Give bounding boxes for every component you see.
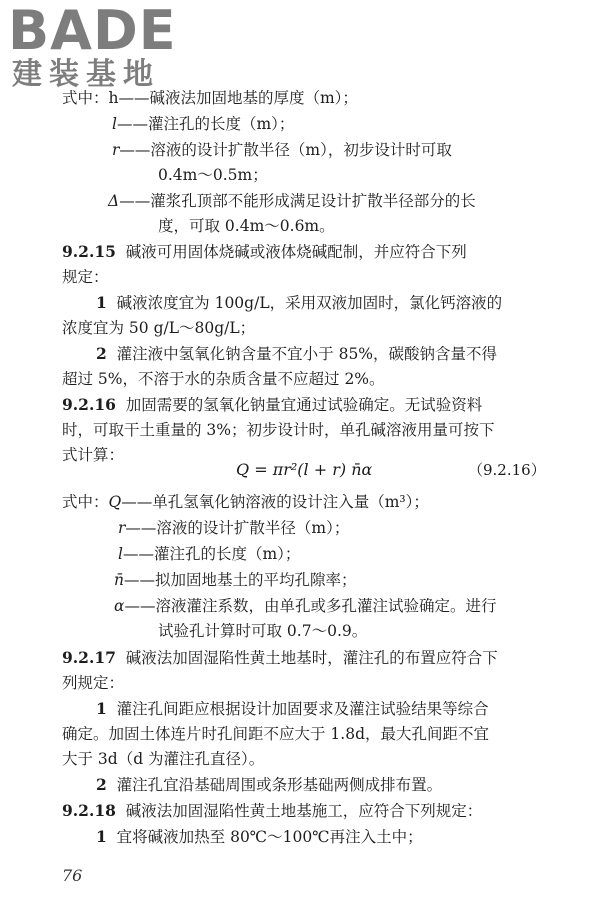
item-text: 灌注孔宜沿基础周围或条形基础两侧成排布置。 bbox=[116, 776, 443, 794]
logo-subtitle: 建装基地 bbox=[12, 57, 160, 92]
text-line: 式中：h——碱液法加固地基的厚度（m）； bbox=[62, 89, 358, 107]
definition-text: ——溶液灌注系数，由单孔或多孔灌注试验确定。进行 bbox=[124, 597, 497, 615]
definition-line bbox=[114, 594, 496, 618]
clause-number: 9.2.15 bbox=[62, 242, 116, 261]
item-number: 1 bbox=[96, 699, 107, 718]
item-number: 2 bbox=[96, 344, 107, 363]
item-text: 灌注液中氢氧化钠含量不宜小于 85%，碳酸钠含量不得 bbox=[116, 345, 498, 363]
list-item bbox=[96, 773, 442, 797]
definition-line bbox=[118, 542, 300, 566]
symbol: r bbox=[112, 141, 120, 159]
definition-line bbox=[114, 568, 357, 592]
clause-text: 碱液法加固湿陷性黄土地基时，灌注孔的布置应符合下 bbox=[125, 649, 498, 667]
equation-number: （9.2.16） bbox=[468, 461, 546, 479]
clause-number: 9.2.17 bbox=[62, 648, 116, 667]
item-number: 1 bbox=[96, 827, 107, 846]
definition-text: ——溶液的设计扩散半径（m），初步设计时可取 bbox=[119, 141, 452, 159]
definition-line bbox=[112, 112, 294, 136]
clause-heading bbox=[62, 240, 467, 264]
text-line: 确定。加固土体连片时孔间距不应大于 1.8d，最大孔间距不宜 bbox=[62, 725, 490, 743]
clause-number: 9.2.16 bbox=[62, 395, 116, 414]
definition-text: ——灌浆孔顶部不能形成满足设计扩散半径部分的长 bbox=[119, 192, 476, 210]
text-line: 试验孔计算时可取 0.7～0.9。 bbox=[158, 622, 368, 640]
list-item bbox=[96, 291, 502, 315]
page-number: 76 bbox=[62, 866, 83, 885]
clause-heading bbox=[62, 646, 498, 670]
definition-line bbox=[118, 516, 349, 540]
symbol: n̄ bbox=[114, 571, 124, 589]
symbol: l bbox=[112, 115, 117, 133]
clause-text: 加固需要的氢氧化钠量宜通过试验确定。无试验资料 bbox=[125, 396, 483, 414]
clause-heading bbox=[62, 799, 482, 823]
clause-text: 碱液法加固湿陷性黄土地基施工，应符合下列规定： bbox=[125, 802, 483, 820]
definition-text: ——溶液的设计扩散半径（m）； bbox=[125, 519, 350, 537]
item-text: 灌注孔间距应根据设计加固要求及灌注试验结果等综合 bbox=[116, 700, 489, 718]
definition-text: ——单孔氢氧化钠溶液的设计注入量（m³）； bbox=[121, 493, 429, 511]
where-label: 式中： bbox=[62, 493, 109, 511]
definition-text: ——灌注孔的长度（m）； bbox=[122, 545, 301, 563]
list-item bbox=[96, 697, 489, 721]
text-line: 式计算： bbox=[62, 446, 125, 464]
text-line: 度，可取 0.4m～0.6m。 bbox=[158, 217, 335, 235]
clause-number: 9.2.18 bbox=[62, 801, 116, 820]
item-number: 1 bbox=[96, 293, 107, 312]
equation: Q = πr²(l + r) n̄α bbox=[236, 460, 373, 479]
text-line: 规定： bbox=[62, 268, 109, 286]
symbol: l bbox=[118, 545, 123, 563]
symbol: Δ bbox=[108, 192, 120, 210]
definition-text: ——拟加固地基土的平均孔隙率； bbox=[123, 571, 357, 589]
text-line: 超过 5%，不溶于水的杂质含量不应超过 2%。 bbox=[62, 370, 385, 388]
definition-line bbox=[112, 138, 452, 162]
list-item bbox=[96, 342, 497, 366]
symbol: α bbox=[114, 597, 125, 615]
item-number: 2 bbox=[96, 775, 107, 794]
item-text: 碱液浓度宜为 100g/L，采用双液加固时，氯化钙溶液的 bbox=[116, 294, 503, 312]
text-line: 列规定： bbox=[62, 674, 125, 692]
text-line: 浓度宜为 50 g/L～80g/L； bbox=[62, 319, 256, 337]
definition-line bbox=[108, 189, 476, 213]
text-line: 时，可取干土重量的 3%；初步设计时，单孔碱溶液用量可按下 bbox=[62, 421, 495, 439]
clause-heading bbox=[62, 393, 482, 417]
item-text: 宜将碱液加热至 80℃～100℃再注入土中； bbox=[116, 828, 423, 846]
list-item bbox=[96, 825, 423, 849]
symbol: r bbox=[118, 519, 126, 537]
text-line: 大于 3d（d 为灌注孔直径）。 bbox=[62, 750, 265, 768]
definition-text: ——灌注孔的长度（m）； bbox=[116, 115, 295, 133]
clause-text: 碱液可用固体烧碱或液体烧碱配制，并应符合下列 bbox=[125, 243, 467, 261]
logo-wordmark: BADE bbox=[8, 0, 177, 62]
bade-logo bbox=[8, 2, 183, 98]
symbol: Q bbox=[108, 493, 122, 511]
definition-line bbox=[62, 490, 429, 514]
text-line: 0.4m～0.5m； bbox=[158, 166, 268, 184]
